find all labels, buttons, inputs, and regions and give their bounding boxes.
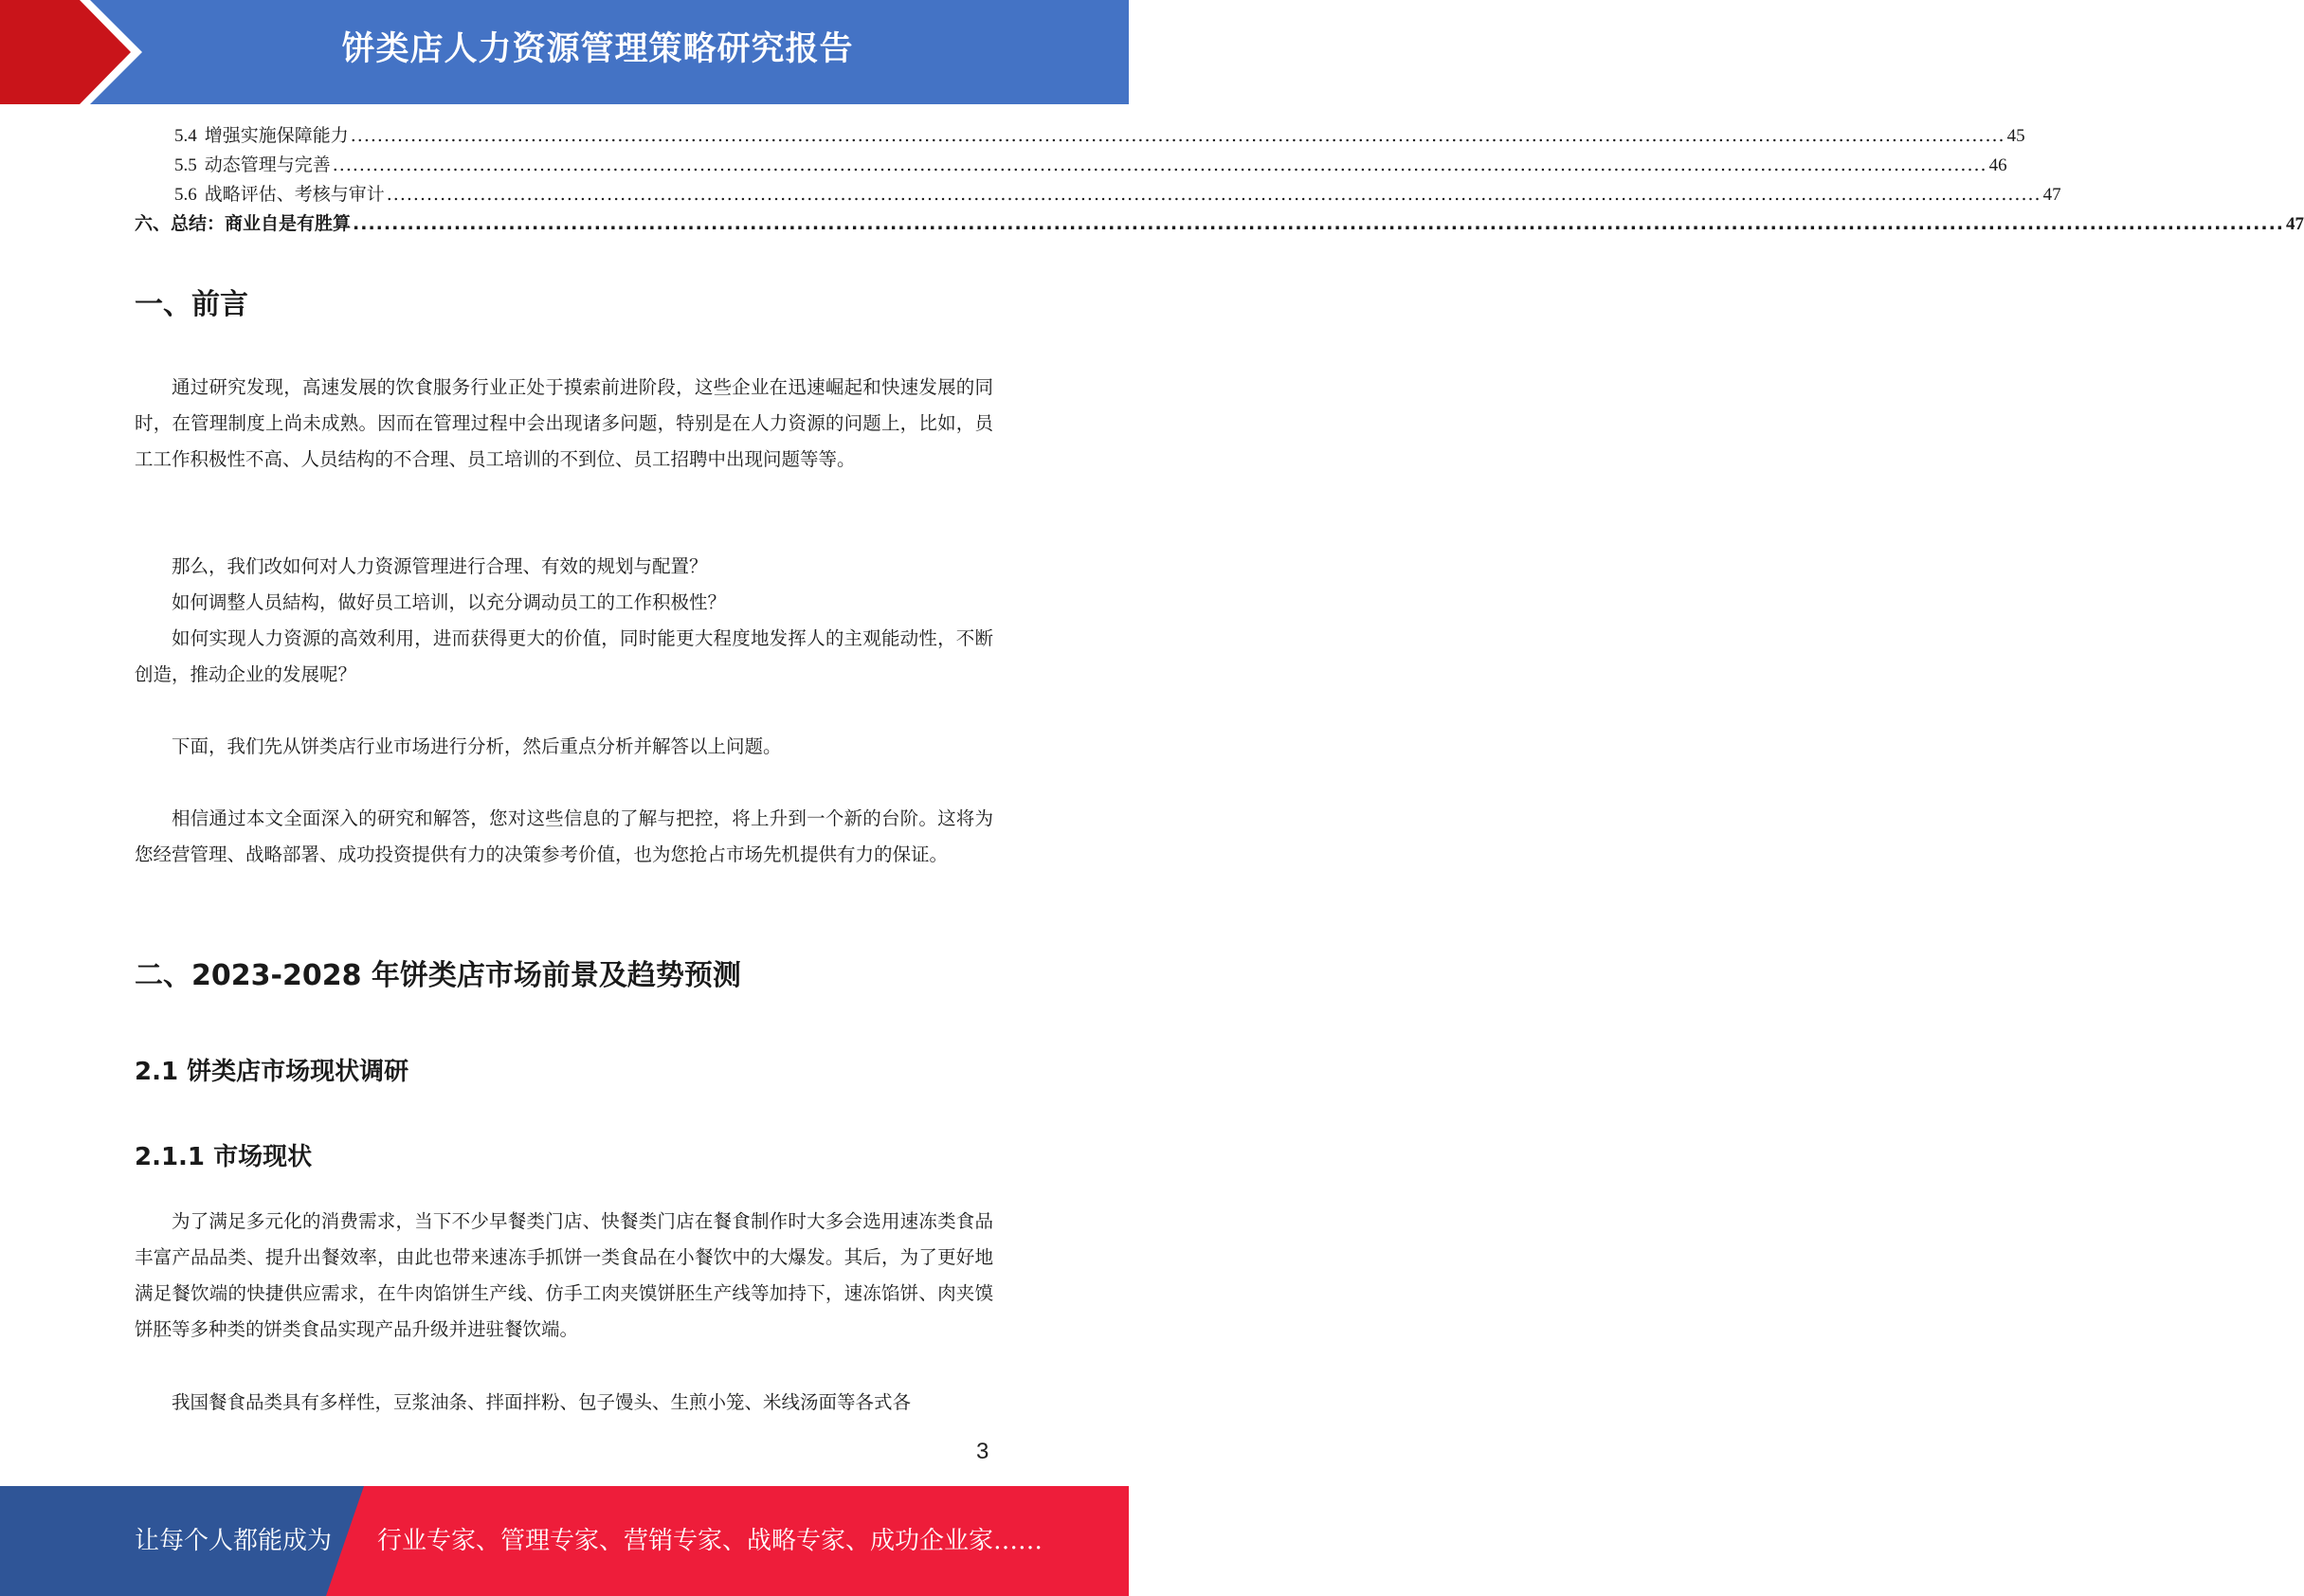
toc-entry[interactable] bbox=[135, 180, 2061, 209]
table-of-contents bbox=[135, 121, 2304, 239]
toc-leader-dots: ........................................................................................................................................................................................................................................................ bbox=[350, 125, 2005, 146]
section-heading-preface: 一、前言 bbox=[135, 288, 248, 321]
toc-leader-dots: ........................................................................................................................................................................................................................................................ bbox=[386, 184, 2041, 205]
paragraph: 相信通过本文全面深入的研究和解答，您对这些信息的了解与把控，将上升到一个新的台阶。这将为您经营管理、战略部署、成功投资提供有力的决策参考价值，也为您抢占市场先机提供有力的保证。 bbox=[135, 807, 993, 865]
paragraph: 如何调整人员結构，做好员工培训，以充分调动员工的工作积极性？ bbox=[172, 591, 727, 613]
toc-entry-number: 5.6 bbox=[174, 185, 197, 205]
toc-entry-title: 六、总结：商业自是有胜算 bbox=[135, 213, 352, 234]
toc-entry-title: 增强实施保障能力 bbox=[204, 125, 349, 146]
toc-entry-page: 46 bbox=[1988, 155, 2007, 175]
toc-entry-page: 45 bbox=[2006, 126, 2025, 146]
toc-leader-dots: ........................................................................................................................................................................................................................................................ bbox=[353, 213, 2285, 234]
toc-entry[interactable] bbox=[135, 209, 2304, 239]
paragraph: 那么，我们改如何对人力资源管理进行合理、有效的规划与配置？ bbox=[172, 555, 708, 577]
footer-banner bbox=[0, 1486, 1129, 1596]
toc-entry[interactable] bbox=[135, 151, 2007, 180]
paragraph: 我国餐食品类具有多样性，豆浆油条、拌面拌粉、包子馒头、生煎小笼、米线汤面等各式各 bbox=[172, 1391, 912, 1413]
toc-entry-title: 战略评估、考核与审计 bbox=[204, 184, 385, 205]
section-heading-forecast: 二、2023-2028 年饼类店市场前景及趋势预测 bbox=[135, 959, 741, 992]
subsection-heading-survey: 2.1 饼类店市场现状调研 bbox=[135, 1058, 409, 1086]
footer-slogan-right: 行业专家、管理专家、营销专家、战略专家、成功企业家…… bbox=[377, 1527, 1043, 1555]
paragraph: 为了满足多元化的消费需求，当下不少早餐类门店、快餐类门店在餐食制作时大多会选用速冻类食品丰富产品品类、提升出餐效率，由此也带来速冻手抓饼一类食品在小餐饮中的大爆发。其后，为了更好地满足餐饮端的快捷供应需求，在牛肉馅饼生产线、仿手工肉夹馍饼胚生产线等加持下，速冻馅饼、肉夹馍饼胚等多种类的饼类食品实现产品升级并进驻餐饮端。 bbox=[135, 1210, 993, 1340]
header-banner bbox=[0, 0, 1129, 104]
subsection-heading-status: 2.1.1 市场现状 bbox=[135, 1143, 313, 1171]
toc-entry[interactable] bbox=[135, 121, 2025, 151]
toc-entry-number: 5.5 bbox=[174, 155, 197, 175]
report-title: 饼类店人力资源管理策略研究报告 bbox=[341, 30, 854, 68]
toc-entry-page: 47 bbox=[2042, 185, 2061, 205]
toc-entry-number: 5.4 bbox=[174, 126, 197, 146]
page-number: 3 bbox=[976, 1439, 989, 1464]
toc-entry-page: 47 bbox=[2286, 214, 2304, 234]
paragraph: 通过研究发现，高速发展的饮食服务行业正处于摸索前进阶段，这些企业在迅速崛起和快速发展的同时，在管理制度上尚未成熟。因而在管理过程中会出现诸多问题，特别是在人力资源的问题上，比如，员工工作积极性不高、人员结构的不合理、员工培训的不到位、员工招聘中出现问题等等。 bbox=[135, 376, 993, 470]
paragraph: 如何实现人力资源的高效利用，进而获得更大的价值，同时能更大程度地发挥人的主观能动性，不断创造，推动企业的发展呢？ bbox=[135, 627, 993, 685]
paragraph: 下面，我们先从饼类店行业市场进行分析，然后重点分析并解答以上问题。 bbox=[172, 735, 782, 757]
toc-entry-title: 动态管理与完善 bbox=[204, 154, 331, 175]
footer-slogan-left: 让每个人都能成为 bbox=[135, 1527, 333, 1555]
toc-leader-dots: ........................................................................................................................................................................................................................................................ bbox=[332, 154, 1987, 175]
